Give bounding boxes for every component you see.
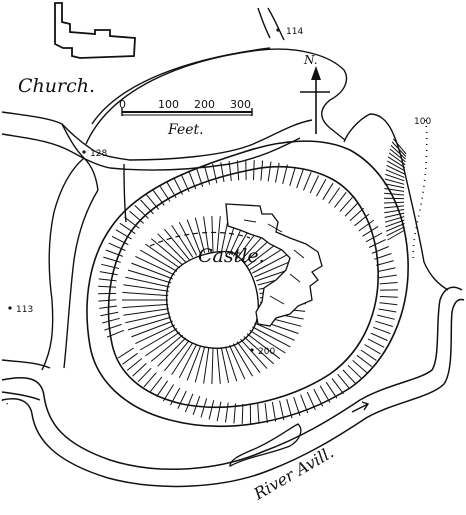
river-avill-south-bank [2, 300, 464, 487]
hachure-stroke [365, 345, 381, 354]
spot-height-200: 200 [258, 347, 276, 357]
hachure-stroke [357, 355, 372, 366]
hachure-stroke [338, 374, 350, 389]
dotted-boundary-west [2, 400, 10, 408]
hachure-stroke [237, 160, 238, 180]
hachure-stroke [384, 193, 404, 195]
hachure-stroke [380, 283, 398, 284]
hachure-stroke [195, 347, 204, 382]
hachure-stroke [157, 381, 168, 397]
hachure-stroke [340, 197, 353, 211]
hachure-stroke [261, 161, 263, 181]
hachure-stroke [348, 365, 362, 378]
hachure-stroke [386, 224, 404, 232]
hachure-stroke [379, 303, 397, 305]
hachure-stroke [343, 370, 356, 384]
scale-tick-300: 300 [230, 98, 251, 111]
hachure-stroke [138, 368, 151, 382]
scale-tick-100: 100 [158, 98, 179, 111]
hachure-stroke [101, 264, 119, 268]
spot-height-100: 100 [414, 117, 432, 127]
church-label: Church. [18, 75, 96, 97]
hachure-stroke [150, 377, 162, 392]
hachure-stroke [380, 297, 398, 298]
hachure-stroke [123, 353, 138, 364]
scale-tick-200: 200 [194, 98, 215, 111]
hachure-stroke [361, 350, 376, 360]
hachure-stroke [297, 169, 304, 188]
hachure-stroke [384, 202, 404, 203]
church-outline [55, 3, 135, 58]
hachure-stroke [100, 272, 118, 275]
hachure-stroke [268, 162, 271, 182]
hachure-stroke [254, 160, 255, 180]
hachure-stroke [128, 317, 171, 330]
hachure-stroke [276, 163, 280, 183]
hachure-stroke [384, 210, 404, 213]
hachure-stroke [376, 261, 394, 266]
hachure-stroke [384, 206, 404, 208]
hachure-stroke [178, 391, 187, 409]
hachure-stroke [377, 315, 395, 319]
spot-height-113: 113 [16, 305, 34, 315]
hachure-stroke [384, 189, 404, 192]
scale-unit-label: Feet. [168, 122, 204, 138]
hachure-stroke [368, 339, 384, 347]
north-label: N. [304, 53, 318, 67]
hachure-stroke [386, 170, 405, 178]
hachure-stroke [217, 402, 221, 422]
hachure-stroke [128, 270, 171, 283]
hachure-stroke [133, 363, 147, 376]
hachure-stroke [373, 327, 390, 333]
hachure-stroke [335, 192, 347, 207]
hachure-stroke [104, 324, 121, 330]
spot-height-128: 128 [90, 149, 108, 159]
hachure-stroke [204, 348, 209, 384]
hachure-stroke [323, 183, 333, 200]
hachure-stroke [332, 378, 344, 393]
river-avill-north-bank [2, 287, 462, 469]
hachure-stroke [99, 279, 117, 281]
hachure-stroke [144, 373, 157, 387]
river-label: River Avill. [250, 442, 337, 504]
hachure-stroke [102, 318, 120, 323]
hachure-stroke [122, 292, 168, 295]
hachure-stroke [375, 321, 392, 326]
hachure-stroke [345, 203, 358, 217]
castle-label: Castle. [198, 245, 265, 267]
hachure-stroke [265, 403, 267, 423]
hachure-stroke [353, 360, 367, 372]
scale-bar [119, 98, 252, 138]
hachure-stroke [130, 211, 144, 223]
hachure-stroke [372, 247, 389, 254]
hachure-stroke [378, 268, 396, 272]
hachure-stroke [379, 275, 397, 278]
hachure-stroke [135, 205, 149, 218]
hachure-stroke [185, 394, 193, 412]
hachure-stroke [201, 398, 207, 417]
hachure-stroke [226, 403, 229, 423]
scale-tick-0: 0 [119, 98, 126, 111]
hachure-stroke [371, 333, 388, 340]
hachure-stroke [98, 300, 116, 301]
hachure-stroke [122, 304, 168, 307]
hachure-stroke [258, 404, 259, 424]
hachure-stroke [310, 176, 319, 194]
hachure-stroke [141, 200, 154, 214]
hachure-stroke [147, 195, 159, 210]
roads [2, 8, 312, 400]
hachure-stroke [290, 167, 296, 186]
hachure-stroke [209, 400, 214, 419]
hachure-stroke [369, 240, 386, 248]
hachure-stroke [242, 404, 243, 424]
hachure-stroke [118, 348, 134, 358]
hachure-stroke [304, 172, 312, 190]
hachure-stroke [98, 286, 116, 287]
hachure-stroke [187, 346, 200, 380]
hachure-stroke [317, 179, 326, 196]
hachure-stroke [217, 348, 220, 384]
hachure-stroke [127, 359, 142, 371]
hachure-stroke [379, 309, 397, 312]
spot-height-114: 114 [286, 27, 304, 37]
hachure-stroke [329, 188, 340, 204]
hachure-stroke [212, 348, 213, 384]
